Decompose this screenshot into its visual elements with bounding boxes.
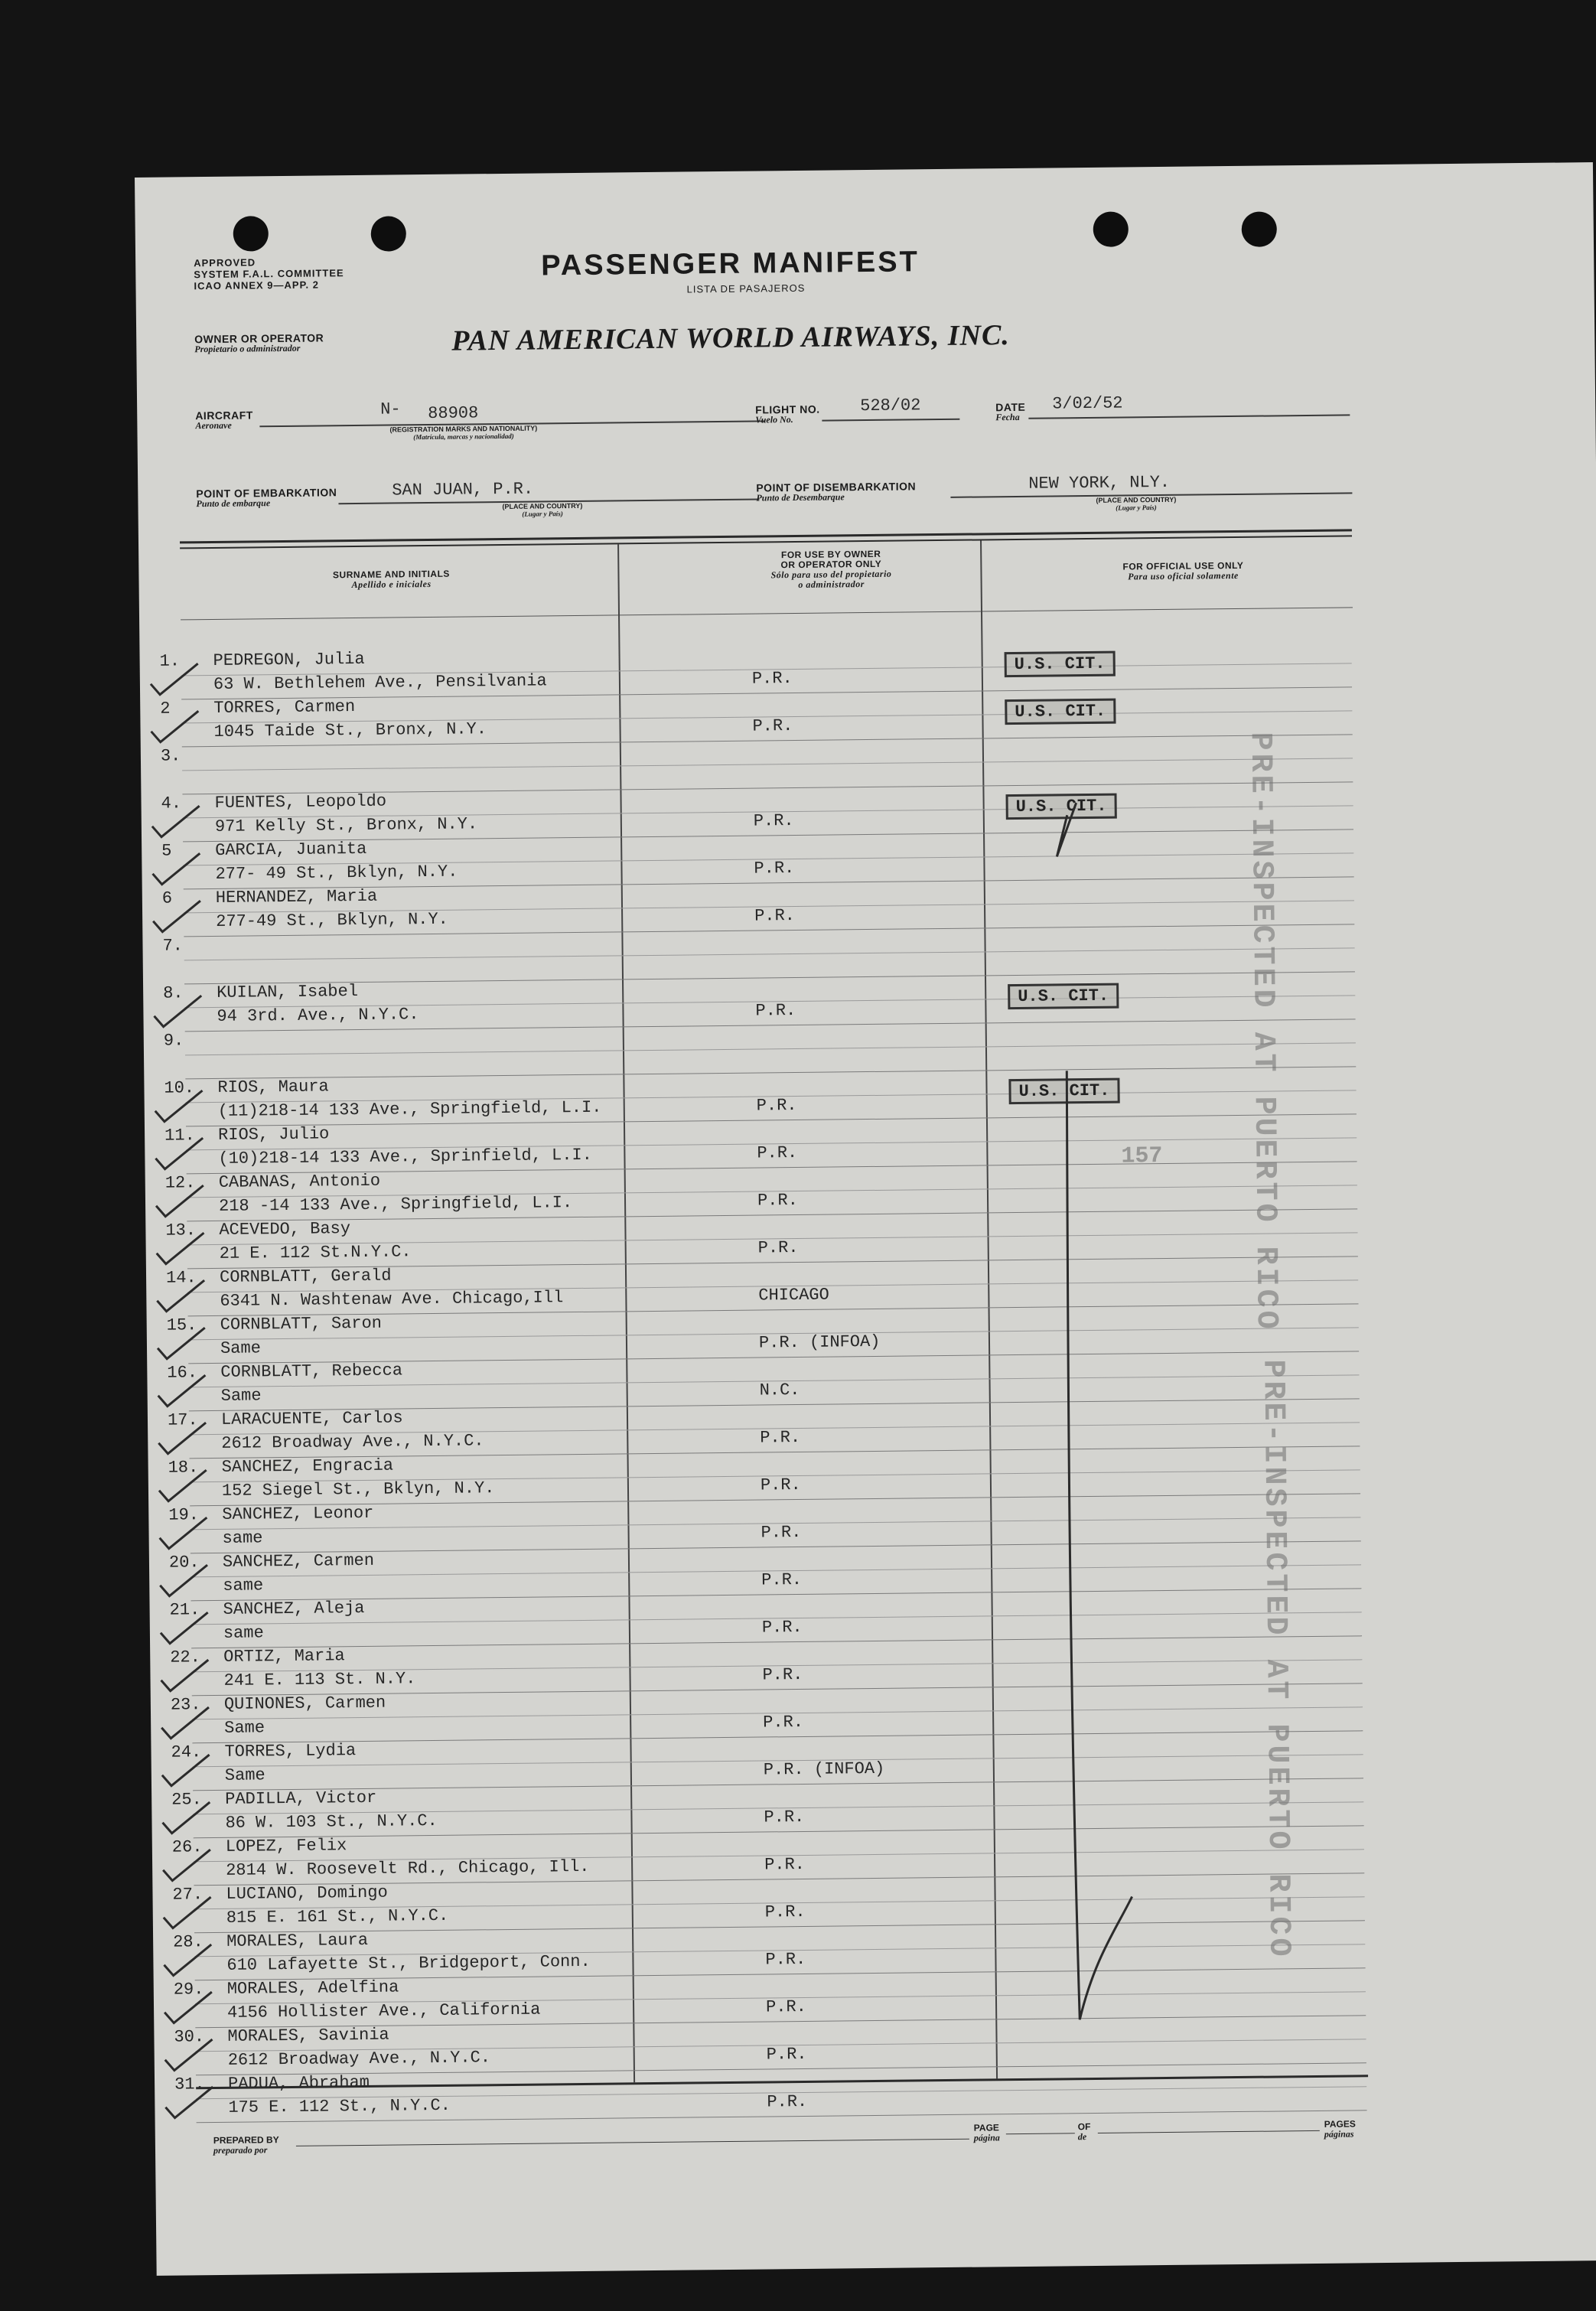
row-number: 17.	[167, 1410, 198, 1430]
check-mark	[156, 1467, 210, 1506]
passenger-name: CORNBLATT, Gerald	[219, 1266, 392, 1287]
page-label	[974, 2123, 1000, 2143]
passenger-address: (11)218-14 133 Ave., Springfield, L.I.	[217, 1097, 602, 1121]
disembark-note-line: (Lugar y País)	[1116, 504, 1157, 512]
disembark-label: POINT OF DISEMBARKATION	[756, 480, 917, 494]
pages-label-es: páginas	[1324, 2128, 1354, 2140]
row-number: 13.	[165, 1221, 197, 1240]
page-label-es: página	[973, 2132, 1000, 2143]
col-header-official-es: Para uso oficial solamente	[1128, 569, 1239, 582]
row-number: 27.	[172, 1885, 204, 1905]
passenger-address: Same	[220, 1338, 261, 1358]
passenger-name: SANCHEZ, Leonor	[222, 1503, 374, 1524]
manifest-page	[135, 162, 1596, 2276]
aircraft-registration: 88908	[428, 403, 479, 424]
check-mark	[149, 850, 204, 889]
check-mark	[160, 1847, 214, 1886]
row-number: 10.	[164, 1078, 195, 1098]
date-label-block	[995, 400, 1026, 423]
punch-hole	[1242, 211, 1277, 246]
date-label: DATE	[995, 400, 1026, 414]
check-mark	[152, 1135, 207, 1174]
margin-number: 157	[1121, 1143, 1163, 1170]
of-label-en: OF	[1077, 2121, 1091, 2133]
owner-use-entry: P.R.	[767, 2091, 808, 2112]
passenger-address: 2612 Broadway Ave., N.Y.C.	[221, 1431, 484, 1453]
passenger-name: CABANAS, Antonio	[218, 1171, 381, 1192]
passenger-name: SANCHEZ, Aleja	[223, 1598, 365, 1619]
owner-use-entry: P.R.	[765, 1996, 807, 2017]
passenger-address: 610 Lafayette St., Bridgeport, Conn.	[226, 1951, 591, 1975]
row-number: 8.	[163, 983, 184, 1003]
row-number: 18.	[168, 1458, 199, 1478]
pre-inspected-stamp: PRE-INSPECTED AT PUERTO RICO	[1242, 732, 1283, 1332]
passenger-address: 2814 W. Roosevelt Rd., Chicago, Ill.	[226, 1856, 590, 1880]
col-header-names	[253, 569, 529, 592]
row-number: 4.	[161, 794, 182, 813]
passenger-address: 277-49 St., Bklyn, N.Y.	[216, 909, 448, 931]
aircraft-label: AIRCRAFT	[195, 409, 253, 422]
passenger-address: same	[222, 1528, 263, 1548]
passenger-name: HERNANDEZ, Maria	[215, 886, 378, 908]
col-header-owner-line: FOR USE BY OWNER	[780, 548, 881, 561]
aircraft-prefix: N-	[380, 399, 401, 419]
pre-inspected-stamp: PRE-INSPECTED AT PUERTO RICO	[1255, 1359, 1296, 1960]
approval-line: SYSTEM F.A.L. COMMITTEE	[194, 267, 344, 281]
passenger-address: 971 Kelly St., Bronx, N.Y.	[214, 814, 478, 836]
document-subtitle: LISTA DE PASAJEROS	[686, 282, 806, 295]
flight-number: 528/02	[860, 396, 921, 416]
punch-hole	[371, 216, 406, 251]
row-number: 7.	[162, 936, 184, 956]
owner-use-entry: P.R.	[757, 1142, 798, 1163]
owner-use-entry: P.R.	[764, 1902, 806, 1922]
approval-note	[194, 256, 344, 292]
col-header-official	[1057, 560, 1309, 582]
check-mark	[160, 1894, 214, 1933]
owner-use-entry: P.R.	[754, 859, 795, 878]
owner-label: OWNER OR OPERATOR	[194, 331, 324, 346]
passenger-name: MORALES, Savinia	[227, 2025, 389, 2046]
row-number: 28.	[173, 1932, 204, 1952]
flight-date: 3/02/52	[1052, 393, 1123, 414]
aircraft-label-block	[195, 410, 253, 431]
row-number: 20.	[168, 1553, 200, 1573]
row-number: 16.	[167, 1363, 198, 1383]
passenger-name: QUINONES, Carmen	[223, 1693, 386, 1714]
passenger-name: FUENTES, Leopoldo	[214, 791, 387, 813]
passenger-name: LARACUENTE, Carlos	[220, 1408, 403, 1429]
check-mark	[153, 1230, 207, 1269]
passenger-name: SANCHEZ, Carmen	[222, 1550, 375, 1572]
check-mark	[148, 708, 202, 747]
check-mark	[161, 1941, 215, 1980]
aircraft-label-es: Aeronave	[195, 419, 232, 432]
disembark-place: NEW YORK, NLY.	[1028, 472, 1171, 494]
prepared-by-label-es: preparado por	[213, 2144, 268, 2156]
passenger-address: Same	[220, 1386, 262, 1406]
row-number: 31.	[174, 2075, 205, 2094]
passenger-name: SANCHEZ, Engracia	[221, 1455, 394, 1477]
tick-line	[1065, 1071, 1133, 2020]
passenger-name: LOPEZ, Felix	[225, 1836, 347, 1856]
row-number: 12.	[164, 1173, 196, 1193]
punch-hole	[233, 216, 269, 251]
owner-use-entry: P.R.	[762, 1664, 803, 1685]
check-mark	[161, 2036, 216, 2075]
row-number: 14.	[165, 1268, 197, 1288]
us-citizen-stamp: U.S. CIT.	[1008, 1078, 1119, 1105]
approval-line: APPROVED	[194, 256, 256, 269]
page-label-en: PAGE	[973, 2122, 999, 2133]
owner-use-entry: P.R.	[754, 906, 796, 926]
row-number: 30.	[174, 2027, 205, 2047]
row-number: 11.	[164, 1126, 195, 1146]
embark-note-line: (PLACE AND COUNTRY)	[502, 501, 583, 510]
passenger-address: 4156 Hollister Ave., California	[226, 2000, 541, 2023]
check-mark	[156, 1514, 210, 1553]
passenger-address: 218 -14 133 Ave., Springfield, L.I.	[218, 1193, 573, 1216]
passenger-address: 86 W. 103 St., N.Y.C.	[225, 1811, 438, 1833]
disembark-note	[1096, 496, 1176, 512]
owner-use-entry: P.R.	[755, 1001, 796, 1021]
owner-use-entry: P.R. (INFOA)	[758, 1332, 881, 1353]
owner-use-entry: P.R.	[760, 1427, 801, 1448]
prepared-by	[213, 2135, 279, 2156]
row-number: 9.	[163, 1031, 184, 1051]
row-number: 22.	[170, 1648, 200, 1667]
passenger-address: 815 E. 161 St., N.Y.C.	[226, 1905, 449, 1928]
passenger-address: 241 E. 113 St. N.Y.	[223, 1669, 416, 1690]
check-mark	[154, 1277, 208, 1316]
col-header-owner-line: OR OPERATOR ONLY	[780, 558, 882, 571]
embark-place: SAN JUAN, P.R.	[392, 479, 534, 500]
passenger-address: 2612 Broadway Ave., N.Y.C.	[227, 2048, 491, 2070]
passenger-name: MORALES, Laura	[226, 1930, 369, 1951]
embark-label-es: Punto de embarque	[196, 497, 271, 510]
check-mark	[162, 2084, 217, 2123]
passenger-name: PEDREGON, Julia	[213, 649, 365, 670]
prepared-by-label: PREPARED BY	[213, 2134, 279, 2146]
passenger-address: 1045 Taide St., Bronx, N.Y.	[213, 719, 487, 742]
passenger-address: Same	[224, 1765, 265, 1785]
check-mark	[150, 898, 204, 937]
owner-use-entry: P.R.	[756, 1096, 797, 1116]
passenger-address: Same	[224, 1718, 265, 1738]
check-mark	[151, 993, 205, 1032]
flight-label-es: Vuelo No.	[755, 414, 793, 425]
owner-use-entry: P.R.	[757, 1190, 798, 1211]
check-mark	[155, 1325, 209, 1364]
col-header-owner	[705, 549, 958, 591]
col-header-names-en: SURNAME AND INITIALS	[332, 568, 450, 581]
passenger-address: 277- 49 St., Bklyn, N.Y.	[215, 862, 458, 884]
pages-label-en: PAGES	[1324, 2118, 1356, 2130]
passenger-address: 152 Siegel St., Bklyn, N.Y.	[221, 1478, 495, 1501]
row-number: 1.	[159, 651, 181, 671]
pages-label	[1324, 2119, 1356, 2139]
check-mark	[148, 660, 202, 699]
passenger-address: same	[223, 1576, 264, 1596]
row-number: 6	[161, 888, 173, 908]
row-number: 29.	[173, 1980, 204, 2000]
operator-name: PAN AMERICAN WORLD AIRWAYS, INC.	[451, 319, 1011, 357]
owner-use-entry: P.R.	[765, 1949, 806, 1970]
check-mark	[158, 1704, 213, 1743]
owner-use-entry: P.R.	[766, 2044, 807, 2065]
flight-label-block	[755, 405, 820, 425]
passenger-name: ACEVEDO, Basy	[219, 1219, 351, 1240]
embark-note	[502, 502, 582, 518]
passenger-address: same	[223, 1623, 264, 1643]
owner-use-entry: P.R.	[752, 716, 793, 736]
row-number: 15.	[166, 1315, 197, 1335]
check-mark	[155, 1372, 209, 1411]
aircraft-note	[389, 425, 537, 442]
date-label-es: Fecha	[995, 411, 1020, 423]
us-citizen-stamp: U.S. CIT.	[1005, 651, 1116, 678]
us-citizen-stamp: U.S. CIT.	[1005, 699, 1116, 725]
col-header-owner-es: o administrador	[798, 579, 865, 590]
owner-use-entry: CHICAGO	[758, 1285, 829, 1305]
row-number: 3.	[160, 746, 181, 766]
owner-use-entry: P.R.	[753, 811, 794, 831]
row-number: 24.	[171, 1742, 202, 1762]
passenger-name: RIOS, Julio	[217, 1124, 330, 1145]
passenger-name: CORNBLATT, Saron	[220, 1313, 383, 1335]
passenger-address: 63 W. Bethlehem Ave., Pensilvania	[213, 671, 547, 694]
check-mark	[159, 1799, 213, 1838]
of-label	[1078, 2122, 1091, 2142]
owner-label-block	[194, 333, 324, 354]
passenger-address: 6341 N. Washtenaw Ave. Chicago,Ill	[220, 1288, 564, 1311]
check-mark	[153, 1182, 207, 1221]
passenger-name: ORTIZ, Maria	[223, 1646, 345, 1667]
row-number: 25.	[171, 1790, 202, 1810]
us-citizen-stamp: U.S. CIT.	[1006, 794, 1117, 820]
embark-label-block	[196, 487, 337, 509]
tick-mark	[1057, 803, 1077, 856]
passenger-address: 21 E. 112 St.N.Y.C.	[219, 1242, 412, 1263]
owner-use-entry: P.R.	[764, 1807, 805, 1827]
row-number: 21.	[169, 1600, 200, 1620]
owner-use-entry: P.R.	[761, 1522, 802, 1543]
row-number: 5	[161, 841, 172, 861]
punch-hole	[1093, 211, 1129, 246]
embark-label: POINT OF EMBARKATION	[196, 486, 337, 500]
check-mark	[155, 1420, 210, 1459]
owner-use-entry: P.R. (INFOA)	[763, 1759, 885, 1780]
passenger-name: TORRES, Lydia	[224, 1741, 357, 1762]
check-mark	[151, 1087, 206, 1126]
passenger-address: (10)218-14 133 Ave., Sprinfield, L.I.	[218, 1145, 593, 1169]
owner-use-entry: P.R.	[757, 1237, 799, 1258]
passenger-name: TORRES, Carmen	[213, 697, 356, 718]
disembark-note-line: (PLACE AND COUNTRY)	[1096, 495, 1177, 504]
owner-label-es: Propietario o administrador	[194, 342, 301, 355]
owner-use-entry: P.R.	[763, 1712, 804, 1732]
passenger-name: KUILAN, Isabel	[217, 982, 359, 1002]
disembark-label-block	[756, 481, 916, 503]
passenger-address: 175 E. 112 St., N.Y.C.	[228, 2095, 451, 2117]
owner-use-entry: N.C.	[759, 1380, 800, 1400]
flight-label: FLIGHT NO.	[755, 403, 820, 416]
us-citizen-stamp: U.S. CIT.	[1008, 983, 1119, 1010]
col-header-official-en: FOR OFFICIAL USE ONLY	[1122, 559, 1244, 572]
row-number: 2	[160, 699, 171, 719]
check-mark	[158, 1657, 212, 1696]
check-mark	[157, 1562, 211, 1601]
passenger-name: CORNBLATT, Rebecca	[220, 1361, 403, 1382]
disembark-label-es: Punto de Desembarque	[756, 491, 845, 504]
of-label-es: de	[1077, 2131, 1087, 2143]
check-mark	[158, 1609, 212, 1648]
row-number: 19.	[168, 1505, 200, 1525]
check-mark	[149, 803, 204, 842]
check-mark	[159, 1752, 213, 1791]
owner-use-entry: P.R.	[760, 1475, 801, 1495]
owner-use-entry: P.R.	[764, 1854, 806, 1875]
embark-note-line: (Lugar y País)	[522, 510, 563, 518]
col-header-owner-es: Sólo para uso del propietario	[770, 568, 892, 581]
owner-use-entry: P.R.	[761, 1617, 803, 1638]
document-title: PASSENGER MANIFEST	[541, 246, 920, 282]
aircraft-note-line: (Matrícula, marcas y nacionalidad)	[413, 432, 514, 442]
passenger-name: RIOS, Maura	[217, 1077, 329, 1097]
approval-line: ICAO ANNEX 9—APP. 2	[194, 279, 320, 292]
passenger-name: PADUA, Abraham	[227, 2072, 370, 2094]
owner-use-entry: P.R.	[751, 669, 793, 689]
check-mark	[161, 1989, 216, 2028]
aircraft-note-line: (REGISTRATION MARKS AND NATIONALITY)	[389, 424, 538, 434]
row-number: 26.	[171, 1837, 203, 1857]
passenger-name: LUCIANO, Domingo	[226, 1882, 388, 1904]
row-number: 23.	[170, 1695, 201, 1715]
col-header-names-es: Apellido e iniciales	[351, 578, 432, 591]
official-tick-marks	[1029, 793, 1287, 2050]
passenger-name: PADILLA, Victor	[225, 1788, 377, 1809]
passenger-address: 94 3rd. Ave., N.Y.C.	[217, 1005, 419, 1026]
owner-use-entry: P.R.	[761, 1569, 803, 1590]
passenger-name: MORALES, Adelfina	[226, 1977, 399, 1999]
passenger-name: GARCIA, Juanita	[215, 839, 367, 860]
